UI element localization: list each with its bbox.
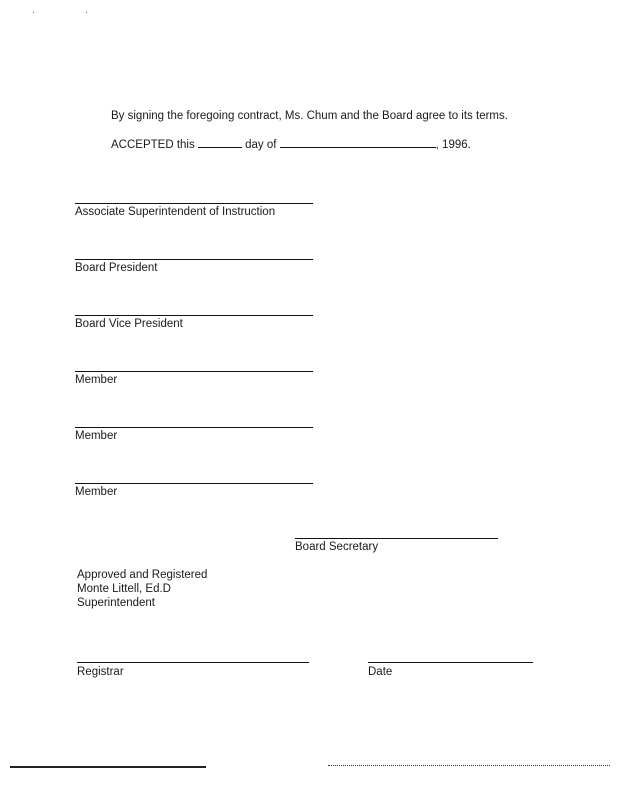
acceptance-line xyxy=(111,136,471,152)
scan-edge-right xyxy=(328,765,610,766)
signature-line-member-3[interactable] xyxy=(75,483,313,484)
agreement-statement: By signing the foregoing contract, Ms. Chum and the Board agree to its terms. xyxy=(111,110,508,122)
signature-label: Member xyxy=(75,374,118,386)
signature-line-registrar[interactable] xyxy=(77,662,309,663)
signature-label: Member xyxy=(75,430,118,442)
registrar-label: Registrar xyxy=(77,666,124,678)
signature-label: Associate Superintendent of Instruction xyxy=(75,206,276,218)
signature-label: Member xyxy=(75,486,118,498)
signature-line-board-vice-president[interactable] xyxy=(75,315,313,316)
date-label: Date xyxy=(368,666,393,678)
date-line[interactable] xyxy=(368,662,533,663)
accepted-middle: day of xyxy=(245,139,277,151)
day-blank[interactable] xyxy=(198,136,242,148)
scan-speck xyxy=(33,12,34,13)
signature-line-board-president[interactable] xyxy=(75,259,313,260)
signature-label: Board Vice President xyxy=(75,318,183,330)
signature-line-board-secretary[interactable] xyxy=(295,538,498,539)
board-secretary-label: Board Secretary xyxy=(295,541,379,553)
scan-speck xyxy=(86,12,87,13)
accepted-year: , 1996. xyxy=(435,139,471,151)
scan-edge-left xyxy=(10,766,206,768)
month-blank[interactable] xyxy=(280,136,436,148)
signature-label: Board President xyxy=(75,262,158,274)
approval-line-2: Monte Littell, Ed.D xyxy=(77,583,171,595)
approval-line-1: Approved and Registered xyxy=(77,569,208,581)
approval-line-3: Superintendent xyxy=(77,597,156,609)
signature-line-associate-superintendent[interactable] xyxy=(75,203,313,204)
signature-line-member-1[interactable] xyxy=(75,371,313,372)
accepted-prefix: ACCEPTED this xyxy=(111,139,195,151)
signature-line-member-2[interactable] xyxy=(75,427,313,428)
